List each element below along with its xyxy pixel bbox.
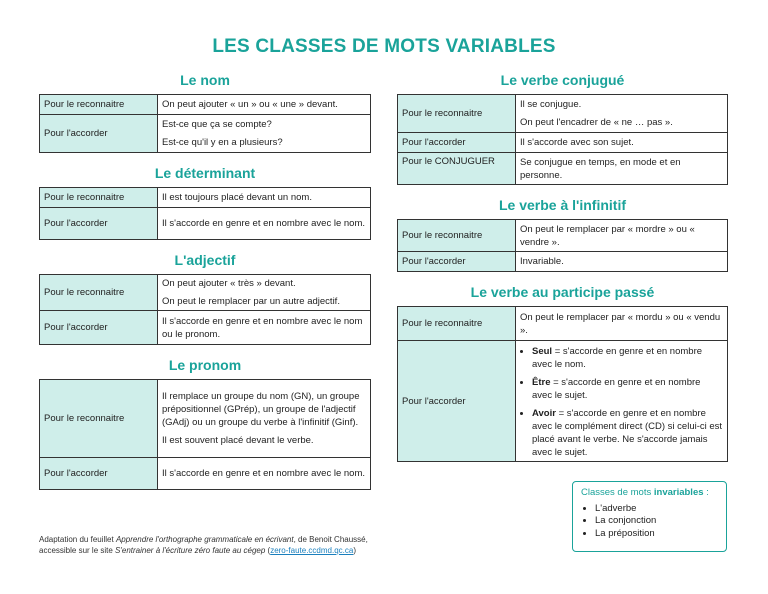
- row-value: [516, 153, 728, 185]
- row-text: On peut l'encadrer de « ne … pas ».: [520, 117, 673, 128]
- row-text: Il est souvent placé devant le verbe.: [162, 435, 314, 446]
- section-title-adjectif: L'adjectif: [174, 252, 236, 268]
- table-verbe-infinitif: [397, 219, 728, 272]
- row-value: [158, 275, 371, 311]
- table-nom: [39, 94, 371, 153]
- row-value: [158, 95, 371, 115]
- bullet-term: Avoir: [532, 408, 556, 419]
- table-row: [40, 311, 371, 345]
- footer-text: Adaptation du feuillet: [39, 535, 116, 544]
- row-text: On peut le remplacer par « mordre » ou « vendre ».: [520, 223, 695, 248]
- row-label: Pour l'accorder: [40, 208, 158, 240]
- accord-bullets: [520, 345, 723, 459]
- row-text: Il s'accorde en genre et en nombre avec le nom.: [162, 468, 366, 479]
- row-value: [158, 115, 371, 153]
- bullet-text: = s'accorde en genre et en nombre avec le complément direct (CD) si celui-ci est placé avant le verbe. Ne s'accorde jamais avec le sujet.: [532, 408, 723, 458]
- left-column: [39, 70, 371, 490]
- invariables-list: [581, 503, 718, 541]
- row-text: Invariable.: [520, 256, 564, 267]
- table-row: [40, 95, 371, 115]
- invariables-title-bold: invariables: [653, 487, 704, 498]
- row-label: Pour le reconnaitre: [40, 188, 158, 208]
- table-verbe-conjugue: [397, 94, 728, 185]
- bullet-term: Être: [532, 377, 551, 388]
- list-item: • La conjonction: [595, 515, 718, 528]
- row-value: [158, 311, 371, 345]
- row-label: Pour le reconnaitre: [40, 380, 158, 458]
- table-row: [398, 341, 728, 462]
- row-label: Pour le reconnaitre: [398, 95, 516, 133]
- table-adjectif: [39, 274, 371, 345]
- list-item: • La préposition: [595, 528, 718, 541]
- footer-credit: [39, 534, 399, 556]
- row-text: On peut ajouter « un » ou « une » devant.: [162, 99, 338, 110]
- row-label: Pour le reconnaitre: [398, 307, 516, 341]
- row-label: Pour l'accorder: [398, 341, 516, 462]
- row-value: [158, 188, 371, 208]
- row-text: On peut le remplacer par « mordu » ou « vendu ».: [520, 311, 721, 336]
- table-row: [398, 153, 728, 185]
- right-column: [397, 70, 728, 462]
- row-text: Est-ce qu'il y en a plusieurs?: [162, 137, 283, 148]
- row-value: [516, 95, 728, 133]
- table-row: [40, 115, 371, 153]
- row-label: Pour le reconnaitre: [40, 95, 158, 115]
- section-title-pronom: Le pronom: [168, 357, 242, 373]
- row-value: [516, 252, 728, 272]
- section-title-participe: Le verbe au participe passé: [470, 284, 655, 300]
- footer-site-name: S'entrainer à l'écriture zéro faute au cégep: [115, 546, 266, 555]
- row-text: Il s'accorde en genre et en nombre avec le nom.: [162, 218, 366, 229]
- list-item: [532, 376, 723, 402]
- table-row: [40, 275, 371, 311]
- table-row: [40, 188, 371, 208]
- table-pronom: [39, 379, 371, 490]
- footer-text: ): [353, 546, 357, 555]
- footer-text: , de Benoit Chaussé, accessible sur le site: [39, 535, 368, 555]
- footer-link[interactable]: zero-faute.ccdmd.qc.ca: [270, 546, 354, 555]
- invariables-title-suffix: :: [703, 487, 709, 498]
- row-label: Pour l'accorder: [398, 252, 516, 272]
- table-row: [398, 95, 728, 133]
- invariables-box: [572, 481, 727, 552]
- bullet-text: = s'accorde en genre et en nombre avec le sujet.: [532, 377, 701, 401]
- table-determinant: [39, 187, 371, 240]
- row-value: [516, 307, 728, 341]
- row-value: [158, 208, 371, 240]
- table-row: [398, 307, 728, 341]
- invariables-title: [581, 487, 718, 500]
- page-title: LES CLASSES DE MOTS VARIABLES: [212, 36, 556, 57]
- section-title-verbe-conjugue: Le verbe conjugué: [500, 72, 625, 88]
- row-value: [516, 220, 728, 252]
- row-value: [516, 133, 728, 153]
- row-value: [158, 458, 371, 490]
- table-row: [40, 380, 371, 458]
- row-text: On peut le remplacer par un autre adjectif.: [162, 296, 340, 307]
- row-text: Se conjugue en temps, en mode et en personne.: [520, 156, 681, 181]
- row-label: Pour l'accorder: [40, 115, 158, 153]
- table-row: [398, 252, 728, 272]
- list-item: [532, 407, 723, 459]
- row-label: Pour l'accorder: [398, 133, 516, 153]
- section-title-verbe-infinitif: Le verbe à l'infinitif: [498, 197, 627, 213]
- table-row: [40, 208, 371, 240]
- footer-book-title: Apprendre l'orthographe grammaticale en écrivant: [115, 535, 294, 544]
- row-text: Il est toujours placé devant un nom.: [162, 192, 312, 203]
- row-text: Il s'accorde avec son sujet.: [520, 137, 634, 148]
- bullet-term: Seul: [532, 346, 553, 357]
- row-label: Pour le reconnaitre: [398, 220, 516, 252]
- section-title-nom: Le nom: [180, 72, 230, 88]
- row-label: Pour le reconnaitre: [40, 275, 158, 311]
- list-item: • L'adverbe: [595, 503, 718, 516]
- row-label: Pour l'accorder: [40, 458, 158, 490]
- row-text: Il se conjugue.: [520, 99, 582, 110]
- row-label: Pour le CONJUGUER: [398, 153, 516, 185]
- footer-text: (: [265, 546, 271, 555]
- row-text: On peut ajouter « très » devant.: [162, 278, 296, 289]
- invariables-title-prefix: Classes de mots: [581, 487, 654, 498]
- section-title-determinant: Le déterminant: [154, 165, 256, 181]
- row-label: Pour l'accorder: [40, 311, 158, 345]
- row-text: Il s'accorde en genre et en nombre avec le nom ou le pronom.: [162, 315, 363, 340]
- table-row: [398, 133, 728, 153]
- bullet-text: = s'accorde en genre et en nombre avec le nom.: [532, 346, 703, 370]
- row-text: Est-ce que ça se compte?: [162, 119, 272, 130]
- row-text: Il remplace un groupe du nom (GN), un groupe prépositionnel (GPrép), un groupe de l'adjectif (GAdj) ou un groupe du verbe à l'infinitif (Ginf).: [162, 391, 360, 428]
- list-item: [532, 345, 723, 371]
- row-value: [158, 380, 371, 458]
- table-row: [398, 220, 728, 252]
- row-value: [516, 341, 728, 462]
- table-row: [40, 458, 371, 490]
- table-participe: [397, 306, 728, 462]
